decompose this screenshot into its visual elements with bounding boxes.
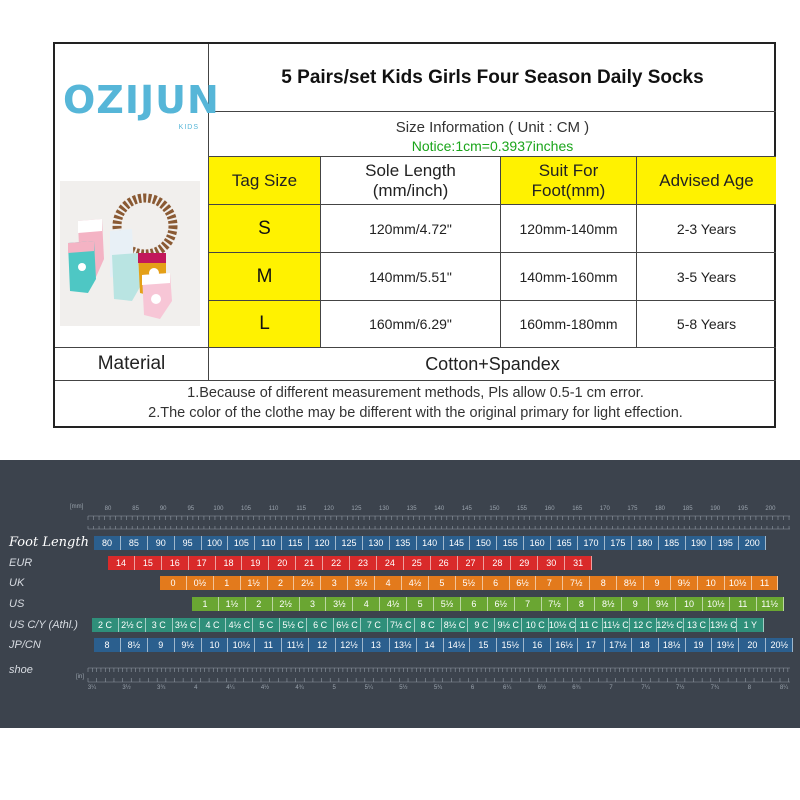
conversion-cell: 15 xyxy=(470,638,497,652)
ruler-label: 135 xyxy=(406,506,417,512)
conversion-cell: 11½ xyxy=(757,597,784,611)
conversion-cell: 19 xyxy=(686,638,713,652)
ruler-label: 4½ xyxy=(260,685,270,691)
conversion-cell: 8½ xyxy=(595,597,622,611)
ruler-label: 180 xyxy=(654,506,666,512)
conversion-cell: 9 C xyxy=(468,618,495,632)
conversion-cell: 7 xyxy=(536,576,563,590)
conversion-cell: 8½ C xyxy=(442,618,469,632)
conversion-cell: 9½ xyxy=(671,576,698,590)
conversion-cell: 10½ C xyxy=(549,620,576,630)
conversion-cell: 5½ C xyxy=(280,618,307,632)
conversion-cell: 11 xyxy=(752,576,779,590)
conversion-cell: 110 xyxy=(255,536,282,550)
conversion-cell: 80 xyxy=(94,536,121,550)
conversion-cell: 3½ C xyxy=(173,618,200,632)
conversion-cell: 19 xyxy=(242,556,269,570)
material-label: Material xyxy=(97,353,166,374)
brand-logo xyxy=(63,78,220,138)
ruler-label: 105 xyxy=(240,506,252,512)
conversion-cell: 9 xyxy=(622,597,649,611)
ruler-unit-mm: [mm] xyxy=(70,504,84,510)
conversion-cell: 5½ xyxy=(456,576,483,590)
ruler-label: 4¾ xyxy=(295,685,304,691)
table-cell-sole-length: 120mm/4.72" xyxy=(369,220,452,237)
table-cell-age: 3-5 Years xyxy=(676,268,737,285)
ruler-label: 110 xyxy=(268,506,279,512)
conversion-cell: 6 xyxy=(461,597,488,611)
conversion-cell: 1 xyxy=(214,576,241,590)
conversion-cell: 1½ xyxy=(241,576,268,590)
conversion-cell: 21 xyxy=(296,556,323,570)
conversion-cell: 10 xyxy=(676,597,703,611)
conversion-cell: 195 xyxy=(712,536,739,550)
conversion-cell: 170 xyxy=(578,536,605,550)
table-cell-age: 5-8 Years xyxy=(676,316,737,332)
conversion-cell: 1½ xyxy=(219,597,246,611)
ruler-label: 4 xyxy=(194,685,198,691)
conversion-cell: 4½ xyxy=(380,597,407,611)
conversion-cell: 4 xyxy=(375,576,402,590)
table-cell-tag-size: L xyxy=(209,301,320,347)
conversion-cell: 10 C xyxy=(522,618,549,632)
conversion-cell: 155 xyxy=(497,536,524,550)
conversion-cell: 6½ xyxy=(510,576,537,590)
ruler-label: 7 xyxy=(609,685,613,691)
conversion-cell: 175 xyxy=(605,536,632,550)
conversion-cell: 4 C xyxy=(200,618,227,632)
conversion-cell: 9 xyxy=(644,576,671,590)
ruler-label: 5 xyxy=(332,685,336,691)
ruler-label: 8 xyxy=(747,685,752,691)
conversion-cell: 125 xyxy=(336,536,363,550)
shoe-label: shoe xyxy=(9,664,33,676)
conversion-cell: 28 xyxy=(484,556,511,570)
product-title: 5 Pairs/set Kids Girls Four Season Daily Socks xyxy=(281,66,704,88)
conversion-cell: 100 xyxy=(202,536,229,550)
conversion-cell: 29 xyxy=(511,556,538,570)
ruler-label: 85 xyxy=(132,506,139,512)
brand-name: OZIJUN xyxy=(63,78,220,122)
conversion-cell: 3 C xyxy=(146,618,173,632)
conversion-cell: 13 xyxy=(363,638,390,652)
conversion-cell: 95 xyxy=(175,536,202,550)
ruler-label: 7¼ xyxy=(641,685,650,691)
conversion-cell: 3½ xyxy=(348,576,375,590)
ruler-label: 6½ xyxy=(537,685,546,691)
conversion-cell: 20 xyxy=(739,638,766,652)
conversion-cell: 7½ C xyxy=(388,618,415,632)
conversion-row xyxy=(94,638,793,652)
header-advised-age: Advised Age xyxy=(637,157,776,204)
conversion-cell: 140 xyxy=(417,536,444,550)
conversion-row xyxy=(192,597,784,611)
ruler-label: 100 xyxy=(213,506,224,512)
conversion-cell: 9½ C xyxy=(495,618,522,632)
conversion-cell: 135 xyxy=(390,536,417,550)
conversion-cell: 1 Y xyxy=(737,618,764,632)
conversion-cell: 3 xyxy=(321,576,348,590)
conversion-row-label: US xyxy=(9,598,25,610)
conversion-cell: 20½ xyxy=(766,638,793,652)
conversion-cell: 8 xyxy=(94,638,121,652)
ruler-label: 7½ xyxy=(676,685,685,691)
conversion-cell: 6 C xyxy=(307,618,334,632)
conversion-row xyxy=(92,618,764,632)
conversion-cell: 18 xyxy=(216,556,243,570)
ruler-label: 6 xyxy=(470,685,475,691)
conversion-cell: 10½ xyxy=(703,597,730,611)
ruler-label: 120 xyxy=(323,506,334,512)
conversion-cell: 18 xyxy=(632,638,659,652)
ruler-label: 185 xyxy=(682,506,693,512)
measurement-ruler xyxy=(0,460,800,728)
conversion-cell: 10½ xyxy=(725,576,752,590)
conversion-cell: 115 xyxy=(282,536,309,550)
conversion-cell: 150 xyxy=(470,536,497,550)
ruler-label: 160 xyxy=(544,506,555,512)
conversion-cell: 9 xyxy=(148,638,175,652)
conversion-cell: 24 xyxy=(377,556,404,570)
conversion-cell: 0½ xyxy=(187,576,214,590)
conversion-cell: 11 xyxy=(255,638,282,652)
conversion-cell: 6 xyxy=(483,576,510,590)
conversion-cell: 30 xyxy=(538,556,565,570)
conversion-cell: 7½ xyxy=(563,576,590,590)
conversion-cell: 2½ xyxy=(294,576,321,590)
header-tag-size: Tag Size xyxy=(209,157,320,204)
conversion-cell: 5½ xyxy=(434,597,461,611)
conversion-cell: 8 C xyxy=(415,618,442,632)
ruler-label: 3¼ xyxy=(87,685,97,691)
conversion-cell: 17 xyxy=(189,556,216,570)
conversion-cell: 8 xyxy=(590,576,617,590)
conversion-cell: 7 C xyxy=(361,618,388,632)
ruler-label: 150 xyxy=(489,506,500,512)
conversion-cell: 120 xyxy=(309,536,336,550)
material-value: Cotton+Spandex xyxy=(425,353,560,374)
conversion-cell: 5 xyxy=(429,576,456,590)
conversion-cell: 16 xyxy=(524,638,551,652)
conversion-cell: 160 xyxy=(524,536,551,550)
note-line-1: 1.Because of different measurement methods, Pls allow 0.5-1 cm error. xyxy=(187,385,644,401)
conversion-cell: 0 xyxy=(160,576,187,590)
product-photo xyxy=(60,181,200,326)
conversion-row-label: US C/Y (Athl.) xyxy=(9,619,78,631)
ruler-label: 7¾ xyxy=(710,685,719,691)
conversion-cell: 17 xyxy=(578,638,605,652)
conversion-row-label: UK xyxy=(9,577,25,589)
conversion-cell: 8½ xyxy=(121,638,148,652)
table-cell-foot: 160mm-180mm xyxy=(519,316,618,332)
brand-sub: KIDS xyxy=(178,124,199,131)
conversion-cell: 5 C xyxy=(253,618,280,632)
conversion-cell: 2 xyxy=(268,576,295,590)
conversion-cell: 130 xyxy=(363,536,390,550)
note-line-2: 2.The color of the clothe may be different with the original primary for light effection. xyxy=(148,405,683,421)
ruler-label: 115 xyxy=(296,506,306,512)
ruler-label: 5½ xyxy=(399,685,408,691)
conversion-cell: 18½ xyxy=(659,638,686,652)
conversion-cell: 10 xyxy=(202,638,229,652)
conversion-cell: 7½ xyxy=(542,597,569,611)
conversion-row xyxy=(160,576,778,590)
ruler-label: 80 xyxy=(104,506,112,512)
ruler-label: 125 xyxy=(351,506,362,512)
conversion-cell: 4½ C xyxy=(226,618,253,632)
ruler-label: 200 xyxy=(765,506,776,512)
ruler-label: 5¾ xyxy=(433,685,443,691)
conversion-cell: 2½ xyxy=(273,597,300,611)
conversion-cell: 9½ xyxy=(175,638,202,652)
conversion-cell: 3 xyxy=(300,597,327,611)
table-cell-foot: 140mm-160mm xyxy=(519,268,618,285)
table-cell-foot: 120mm-140mm xyxy=(519,220,618,237)
table-cell-tag-size: S xyxy=(209,205,320,252)
unit-notice: Notice:1cm=0.3937inches xyxy=(411,138,574,154)
table-cell-sole-length: 160mm/6.29" xyxy=(369,316,452,332)
conversion-cell: 15 xyxy=(135,556,162,570)
conversion-cell: 14 xyxy=(108,556,135,570)
ruler-label: 170 xyxy=(599,506,610,512)
table-cell-tag-size: M xyxy=(209,253,320,300)
ruler-label: 90 xyxy=(159,506,167,512)
conversion-row-label: EUR xyxy=(9,557,33,569)
ruler-label: 155 xyxy=(516,506,528,512)
ruler-label: 3½ xyxy=(122,685,131,691)
conversion-cell: 22 xyxy=(323,556,350,570)
conversion-cell: 15½ xyxy=(497,638,524,652)
conversion-cell: 14 xyxy=(417,638,444,652)
ruler-label: 6¼ xyxy=(503,685,512,691)
ruler-label: 190 xyxy=(710,506,721,512)
conversion-cell: 10 xyxy=(698,576,725,590)
conversion-cell: 13½ xyxy=(390,638,417,652)
ruler-label: 145 xyxy=(461,506,472,512)
conversion-cell: 6½ xyxy=(488,597,515,611)
conversion-cell: 17½ xyxy=(605,638,632,652)
conversion-row xyxy=(94,536,766,550)
conversion-cell: 25 xyxy=(404,556,431,570)
conversion-cell: 4½ xyxy=(402,576,429,590)
conversion-cell: 19½ xyxy=(712,638,739,652)
conversion-cell: 185 xyxy=(659,536,686,550)
conversion-cell: 16 xyxy=(162,556,189,570)
conversion-cell: 7 xyxy=(515,597,542,611)
conversion-cell: 1 xyxy=(192,597,219,611)
conversion-cell: 145 xyxy=(444,536,471,550)
conversion-row xyxy=(108,556,592,570)
conversion-cell: 23 xyxy=(350,556,377,570)
conversion-cell: 3½ xyxy=(326,597,353,611)
conversion-cell: 14½ xyxy=(444,638,471,652)
conversion-cell: 85 xyxy=(121,536,148,550)
conversion-cell: 8½ xyxy=(617,576,644,590)
conversion-row-label: Foot Length xyxy=(9,535,89,550)
ruler-label: 4¼ xyxy=(226,685,235,691)
size-info-label: Size Information ( Unit : CM ) xyxy=(395,119,590,136)
table-cell-sole-length: 140mm/5.51" xyxy=(369,268,452,285)
conversion-cell: 26 xyxy=(431,556,458,570)
conversion-cell: 5 xyxy=(407,597,434,611)
conversion-cell: 165 xyxy=(551,536,578,550)
conversion-row-label: JP/CN xyxy=(9,639,41,651)
shoe-size-conversion-chart xyxy=(0,460,800,728)
conversion-cell: 31 xyxy=(565,556,592,570)
conversion-cell: 105 xyxy=(228,536,255,550)
conversion-cell: 11½ xyxy=(282,638,309,652)
conversion-cell: 190 xyxy=(686,536,713,550)
header-suit-for-foot: Suit For Foot(mm) xyxy=(501,157,636,204)
ruler-label: 95 xyxy=(187,506,195,512)
ruler-label: 3¾ xyxy=(157,685,166,691)
conversion-cell: 12½ C xyxy=(656,620,683,630)
ruler-label: 175 xyxy=(627,506,638,512)
conversion-cell: 2 xyxy=(246,597,273,611)
conversion-cell: 180 xyxy=(632,536,659,550)
conversion-cell: 12 xyxy=(309,638,336,652)
conversion-cell: 2½ C xyxy=(119,618,146,632)
conversion-cell: 13 C xyxy=(684,618,711,632)
conversion-cell: 16½ xyxy=(551,638,578,652)
conversion-cell: 13½ C xyxy=(710,620,737,630)
ruler-label: 140 xyxy=(434,506,445,512)
ruler-label: 130 xyxy=(378,506,390,512)
conversion-cell: 12 C xyxy=(630,618,657,632)
conversion-cell: 9½ xyxy=(649,597,676,611)
conversion-cell: 10½ xyxy=(228,638,255,652)
conversion-cell: 20 xyxy=(269,556,296,570)
conversion-cell: 4 xyxy=(353,597,380,611)
size-chart-table xyxy=(53,42,776,428)
conversion-cell: 8 xyxy=(568,597,595,611)
conversion-cell: 11 xyxy=(730,597,757,611)
header-sole-length: Sole Length (mm/inch) xyxy=(365,160,456,200)
conversion-cell: 90 xyxy=(148,536,175,550)
conversion-cell: 27 xyxy=(458,556,485,570)
conversion-cell: 11 C xyxy=(576,618,603,632)
conversion-cell: 12½ xyxy=(336,638,363,652)
ruler-label: 195 xyxy=(737,506,748,512)
table-cell-age: 2-3 Years xyxy=(676,220,737,237)
conversion-cell: 200 xyxy=(739,536,766,550)
ruler-label: 165 xyxy=(572,506,583,512)
ruler-label: 8¼ xyxy=(779,685,789,691)
conversion-cell: 2 C xyxy=(92,618,119,632)
ruler-unit-in: [in] xyxy=(76,674,85,680)
ruler-label: 5¼ xyxy=(364,685,373,691)
conversion-cell: 11½ C xyxy=(602,620,629,630)
ruler-label: 6¾ xyxy=(572,685,581,691)
conversion-cell: 6½ C xyxy=(334,618,361,632)
